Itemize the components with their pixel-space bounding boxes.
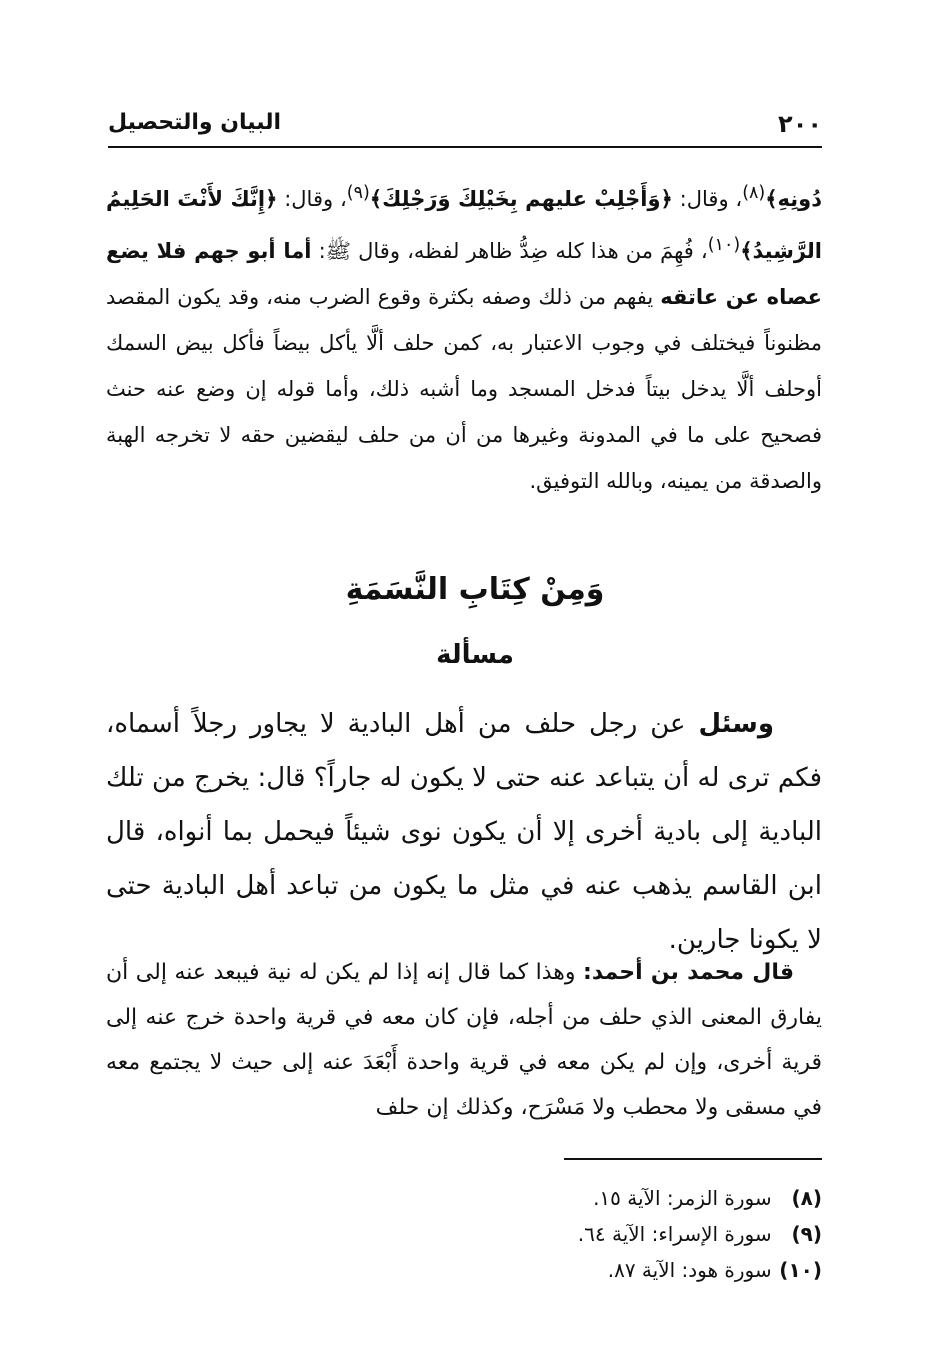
body-text: ، فُهِمَ من هذا كله ضِدُّ ظاهر لفظه، وقال ﷺ: xyxy=(311,239,708,263)
footnote-ref-8: (٨) xyxy=(742,183,766,203)
footnote-text: سورة الزمر: الآية ١٥. xyxy=(593,1186,772,1210)
answer-text: وهذا كما قال إنه إذا لم يكن له نية فيبعد عنه إلى أن يفارق المعنى الذي حلف من أجله، فإن كان معه في قرية واحدة خرج عنه إلى قرية أخرى، وإن لم يكن معه في قرية واحدة أَبْعَدَ عنه إلى حيث لا يجتمع معه في مسقى ولا محطب ولا مَسْرَح، وكذلك إن حلف xyxy=(106,960,822,1120)
question-text: عن رجل حلف من أهل البادية لا يجاور رجلاً أسماه، فكم ترى له أن يتباعد عنه حتى لا يكون له جاراً؟ قال: يخرج من تلك البادية إلى بادية أخرى إلا أن يكون نوى شيئاً فيحمل بما أنواه، قال ابن القاسم يذهب عنه في مثل ما يكون من تباعد أهل البادية حتى لا يكونا جارين. xyxy=(106,709,822,955)
intro-paragraph xyxy=(106,170,822,504)
footnote-number: (١٠) xyxy=(779,1258,822,1282)
section-title: مسألة xyxy=(436,640,514,670)
footnote-number: (٨) xyxy=(791,1186,822,1210)
footnote-ref-9: (٩) xyxy=(346,183,370,203)
running-title: البيان والتحصيل xyxy=(108,110,282,135)
footnote-ref-10: (١٠) xyxy=(707,235,741,255)
footnote-9 xyxy=(422,1216,822,1252)
page-header xyxy=(108,108,822,148)
answer-paragraph xyxy=(106,950,822,1130)
chapter-title: وَمِنْ كِتَابِ النَّسَمَةِ xyxy=(345,572,605,607)
quran-quote: ﴿وَأَجْلِبْ عليهم بِخَيْلِكَ وَرَجْلِكَ﴾ xyxy=(369,187,673,211)
hadith-quote: أما أبو جهم فلا يضع عصاه عن عاتقه xyxy=(106,239,822,309)
footnote-8 xyxy=(422,1180,822,1216)
answer-lead: قال محمد بن أحمد: xyxy=(583,960,794,985)
body-text: ، وقال: xyxy=(672,187,743,211)
question-paragraph xyxy=(106,697,822,967)
question-lead: وسئل xyxy=(698,709,774,739)
body-text: ، وقال: xyxy=(277,187,347,211)
footnote-10 xyxy=(422,1252,822,1288)
footnote-divider xyxy=(564,1158,822,1160)
quran-quote-end: دُونِهِ﴾ xyxy=(765,187,823,211)
page-number: ٢٠٠ xyxy=(778,110,822,138)
footnotes xyxy=(422,1180,822,1288)
header-divider xyxy=(108,146,822,148)
footnote-text: سورة الإسراء: الآية ٦٤. xyxy=(577,1222,772,1246)
body-text: يفهم من ذلك وصفه بكثرة وقوع الضرب منه، وقد يكون المقصد مظنوناً فيختلف في وجوب الاعتبار به، كمن حلف ألَّا يأكل بيضاً فأكل بيض السمك أوحلف ألَّا يدخل بيتاً فدخل المسجد وما أشبه ذلك، وأما قوله إن وضع عنه حنث فصحيح على ما في المدونة وغيرها من أن من حلف ليقضين حقه لا تخرجه الهبة والصدقة من يمينه، وبالله التوفيق. xyxy=(106,285,822,493)
footnote-number: (٩) xyxy=(791,1222,822,1246)
footnote-text: سورة هود: الآية ٨٧. xyxy=(607,1258,772,1282)
quran-quote: ﴿إِنَّكَ لأَنْتَ الحَلِيمُ الرَّشِيدُ﴾ xyxy=(106,187,822,263)
